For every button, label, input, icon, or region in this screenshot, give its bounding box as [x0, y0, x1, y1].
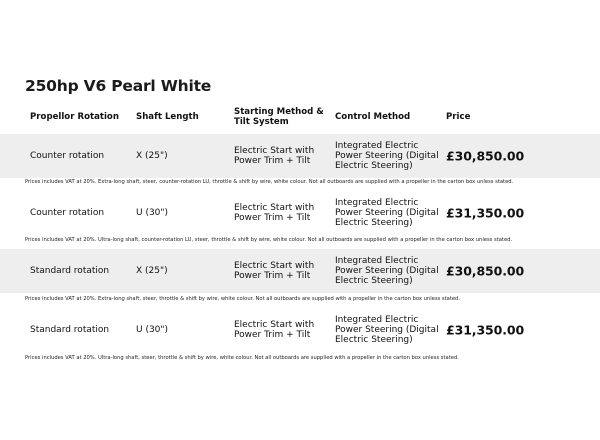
row-note: Prices includes VAT at 20%. Ultra-long shaft, steer, throttle & shift by wire, white colour. Not all outboards are supplied with a propeller in the carton box unless stated. [25, 355, 459, 361]
header-rotation: Propellor Rotation [30, 112, 119, 122]
shaft-cell: U (30") [136, 325, 169, 335]
shaft-cell: U (30") [136, 208, 169, 218]
control-cell: Integrated Electric Power Steering (Digital Electric Steering) [335, 315, 439, 345]
table-row [0, 191, 600, 235]
starting-cell: Electric Start with Power Trim + Tilt [234, 203, 315, 223]
starting-cell: Electric Start with Power Trim + Tilt [234, 320, 315, 340]
table-row [0, 308, 600, 352]
header-starting: Starting Method & Tilt System [234, 107, 324, 127]
shaft-cell: X (25") [136, 266, 168, 276]
control-cell: Integrated Electric Power Steering (Digital Electric Steering) [335, 198, 439, 228]
control-cell: Integrated Electric Power Steering (Digital Electric Steering) [335, 141, 439, 171]
shaft-cell: X (25") [136, 151, 168, 161]
row-note: Prices includes VAT at 20%. Ultra-long shaft, counter-rotation LU, steer, throttle & shift by wire, white colour. Not all outboards are supplied with a propeller in the carton box unless stated. [25, 237, 513, 243]
header-price: Price [446, 112, 471, 122]
table-row [0, 249, 600, 293]
price-cell: £31,350.00 [446, 322, 525, 338]
rotation-cell: Counter rotation [30, 208, 105, 218]
rotation-cell: Standard rotation [30, 325, 110, 335]
price-cell: £31,350.00 [446, 205, 525, 221]
table-header [0, 105, 600, 133]
rotation-cell: Standard rotation [30, 266, 110, 276]
row-note: Prices includes VAT at 20%. Extra-long shaft, steer, counter-rotation LU, throttle & shift by wire, white colour. Not all outboards are supplied with a propeller in the carton box unless stated. [25, 179, 514, 185]
row-note: Prices includes VAT at 20%. Extra-long shaft, steer, throttle & shift by wire, white colour. Not all outboards are supplied with a propeller in the carton box unless stated. [25, 296, 460, 302]
price-cell: £30,850.00 [446, 263, 525, 279]
starting-cell: Electric Start with Power Trim + Tilt [234, 261, 315, 281]
rotation-cell: Counter rotation [30, 151, 105, 161]
table-row [0, 134, 600, 178]
page-title: 250hp V6 Pearl White [25, 77, 212, 95]
price-cell: £30,850.00 [446, 148, 525, 164]
control-cell: Integrated Electric Power Steering (Digital Electric Steering) [335, 256, 439, 286]
starting-cell: Electric Start with Power Trim + Tilt [234, 146, 315, 166]
header-shaft: Shaft Length [136, 112, 199, 122]
header-control: Control Method [335, 112, 411, 122]
